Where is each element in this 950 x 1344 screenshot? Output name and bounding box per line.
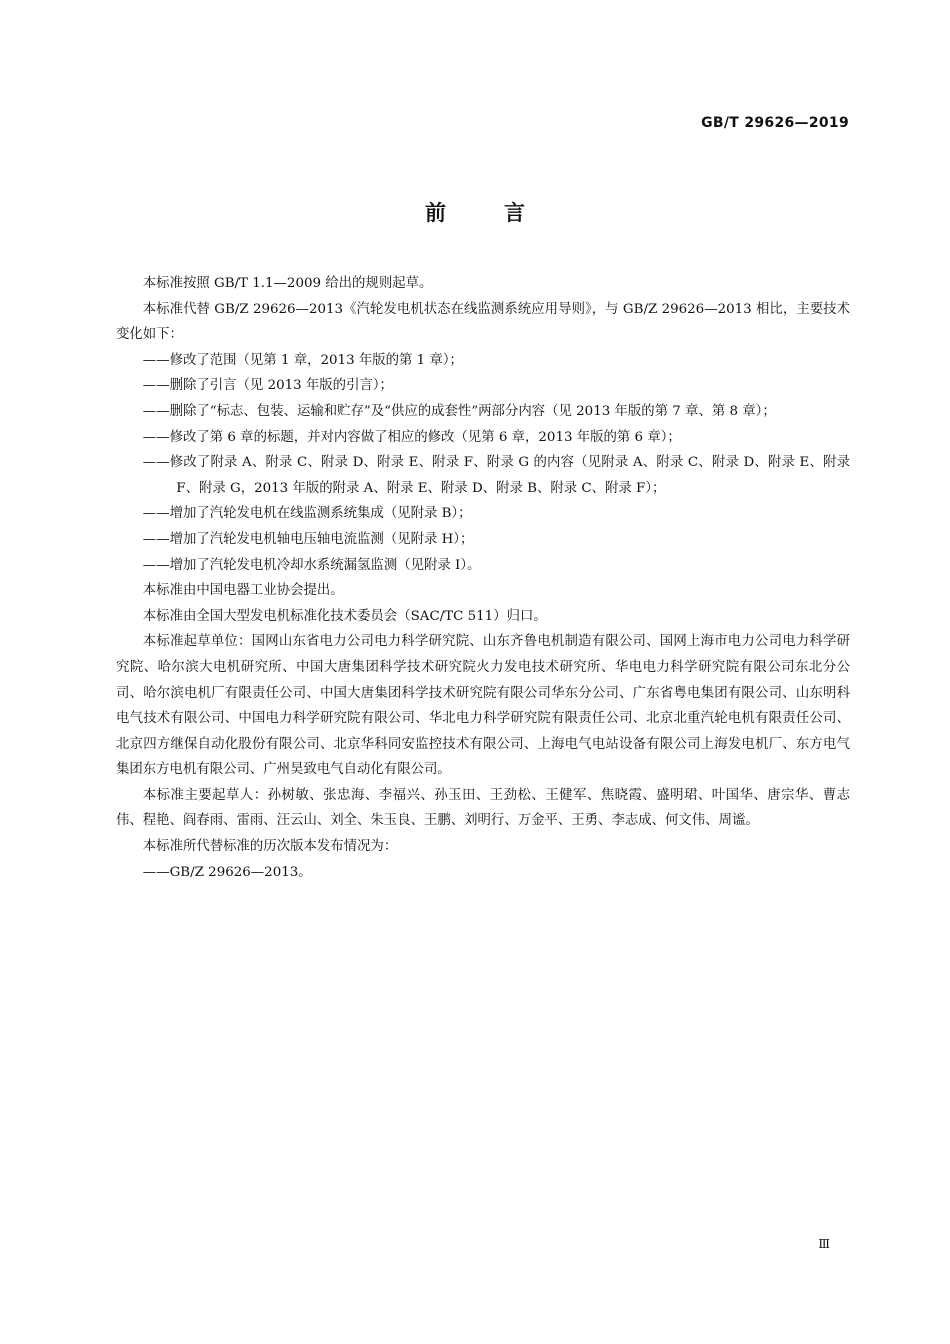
paragraph-proposer: 本标准由中国电器工业协会提出。 xyxy=(142,583,344,599)
paragraph-drafting-rules: 本标准按照 GB/T 1.1—2009 给出的规则起草。 xyxy=(142,276,433,291)
change-item: ——修改了附录 A、附录 C、附录 D、附录 E、附录 F、附录 G 的内容（见附录 A、附录 C、附录 D、附录 E、附录 F、附录 G，2013 年版的附录 A、附录 E、附录 D、附录 B、附录 C、附录 F）； xyxy=(142,455,850,496)
paragraph-replacement: 本标准代替 GB/Z 29626—2013《汽轮发电机状态在线监测系统应用导则》，与 GB/Z 29626—2013 相比，主要技术变化如下： xyxy=(116,301,850,343)
standard-number: GB/T 29626—2019 xyxy=(701,115,849,131)
change-item: ——删除了引言（见 2013 年版的引言）； xyxy=(142,378,393,394)
change-item: ——修改了第 6 章的标题，并对内容做了相应的修改（见第 6 章，2013 年版的第 6 章）； xyxy=(142,429,681,445)
paragraph-drafting-units: 本标准起草单位：国网山东省电力公司电力科学研究院、山东齐鲁电机制造有限公司、国网上海市电力公司电力科学研究院、哈尔滨大电机研究所、中国大唐集团科学技术研究院火力发电技术研究所、华电电力科学研究院有限公司东北分公司、哈尔滨电机厂有限责任公司、中国大唐集团科学技术研究院有限公司华东分公司、广东省粤电集团有限公司、山东明科电气技术有限公司、中国电力科学研究院有限公司、华北电力科学研究院有限责任公司、北京北重汽轮电机有限责任公司、北京四方继保自动化股份有限公司、北京华科同安监控技术有限公司、上海电气电站设备有限公司上海发电机厂、东方电气集团东方电机有限公司、广州昊致电气自动化有限公司。 xyxy=(116,634,850,778)
page-title: 前言 xyxy=(425,201,583,225)
change-item: ——删除了“标志、包装、运输和贮存”及“供应的成套性”两部分内容（见 2013 年版的第 7 章、第 8 章）； xyxy=(142,403,776,419)
change-item: ——增加了汽轮发电机轴电压轴电流监测（见附录 H）； xyxy=(142,531,474,547)
change-item: ——增加了汽轮发电机在线监测系统集成（见附录 B）； xyxy=(142,506,472,522)
change-item: ——修改了范围（见第 1 章，2013 年版的第 1 章）； xyxy=(142,352,463,368)
paragraph-history: 本标准所代替标准的历次版本发布情况为： xyxy=(142,839,398,855)
paragraph-drafters: 本标准主要起草人：孙树敏、张忠海、李福兴、孙玉田、王劲松、王健军、焦晓霞、盛明珺、叶国华、唐宗华、曹志伟、程艳、阎春雨、雷雨、汪云山、刘全、朱玉良、王鹏、刘明行、万金平、王勇、李志成、何文伟、周谧。 xyxy=(116,787,850,829)
page-number: Ⅲ xyxy=(818,1237,830,1251)
paragraph-committee: 本标准由全国大型发电机标准化技术委员会（SAC/TC 511）归口。 xyxy=(142,608,547,624)
document-body xyxy=(116,271,850,885)
history-item: ——GB/Z 29626—2013。 xyxy=(142,864,312,880)
change-item: ——增加了汽轮发电机冷却水系统漏氢监测（见附录 I）。 xyxy=(142,557,481,573)
